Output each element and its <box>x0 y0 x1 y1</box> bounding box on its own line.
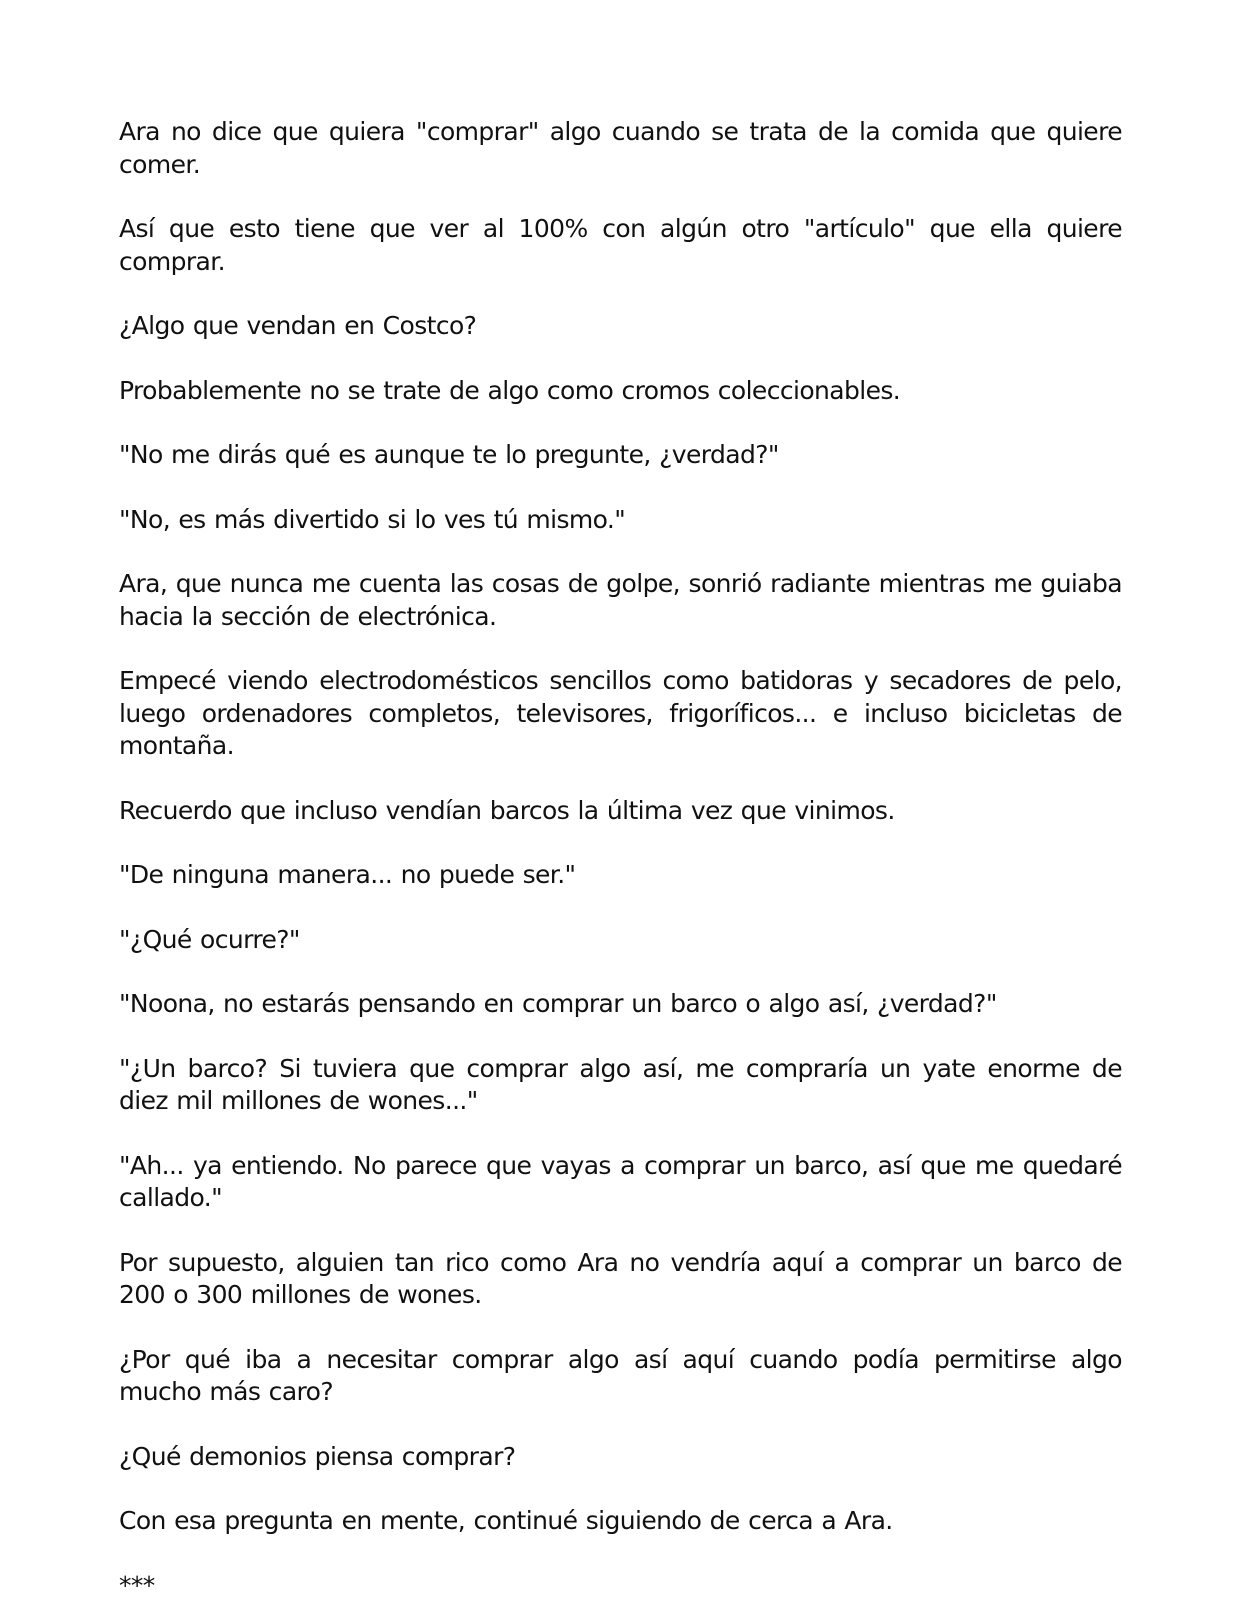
paragraph: "De ninguna manera... no puede ser." <box>119 860 576 889</box>
paragraph: Por supuesto, alguien tan rico como Ara no vendría aquí a comprar un barco de 200 o 300 millones de wones. <box>119 1247 1122 1309</box>
paragraph: "No me dirás qué es aunque te lo pregunte, ¿verdad?" <box>119 440 779 469</box>
paragraph: Ara, que nunca me cuenta las cosas de golpe, sonrió radiante mientras me guiaba hacia la sección de electrónica. <box>119 569 1122 631</box>
paragraph: Ara no dice que quiera "comprar" algo cuando se trata de la comida que quiere comer. <box>119 117 1122 179</box>
document-page <box>119 116 1122 1602</box>
paragraph: Así que esto tiene que ver al 100% con algún otro "artículo" que ella quiere comprar. <box>119 214 1122 276</box>
paragraph: Recuerdo que incluso vendían barcos la última vez que vinimos. <box>119 795 895 825</box>
paragraph: ¿Por qué iba a necesitar comprar algo así aquí cuando podía permitirse algo mucho más caro? <box>119 1344 1122 1406</box>
paragraph: "¿Un barco? Si tuviera que comprar algo así, me compraría un yate enorme de diez mil millones de wones..." <box>119 1053 1122 1115</box>
paragraph: ¿Algo que vendan en Costco? <box>119 311 477 340</box>
paragraph: Empecé viendo electrodomésticos sencillos como batidoras y secadores de pelo, luego ordenadores completos, televisores, frigoríficos... e incluso bicicletas de montaña. <box>119 666 1122 760</box>
paragraph: "Noona, no estarás pensando en comprar un barco o algo así, ¿verdad?" <box>119 989 997 1018</box>
paragraph: Probablemente no se trate de algo como cromos coleccionables. <box>119 375 901 405</box>
paragraph: Con esa pregunta en mente, continué siguiendo de cerca a Ara. <box>119 1506 893 1535</box>
scene-break: *** <box>119 1570 155 1600</box>
paragraph: "No, es más divertido si lo ves tú mismo." <box>119 504 626 534</box>
paragraph: ¿Qué demonios piensa comprar? <box>119 1441 516 1471</box>
paragraph: "¿Qué ocurre?" <box>119 924 300 954</box>
paragraph: "Ah... ya entiendo. No parece que vayas a comprar un barco, así que me quedaré callado." <box>119 1150 1122 1212</box>
